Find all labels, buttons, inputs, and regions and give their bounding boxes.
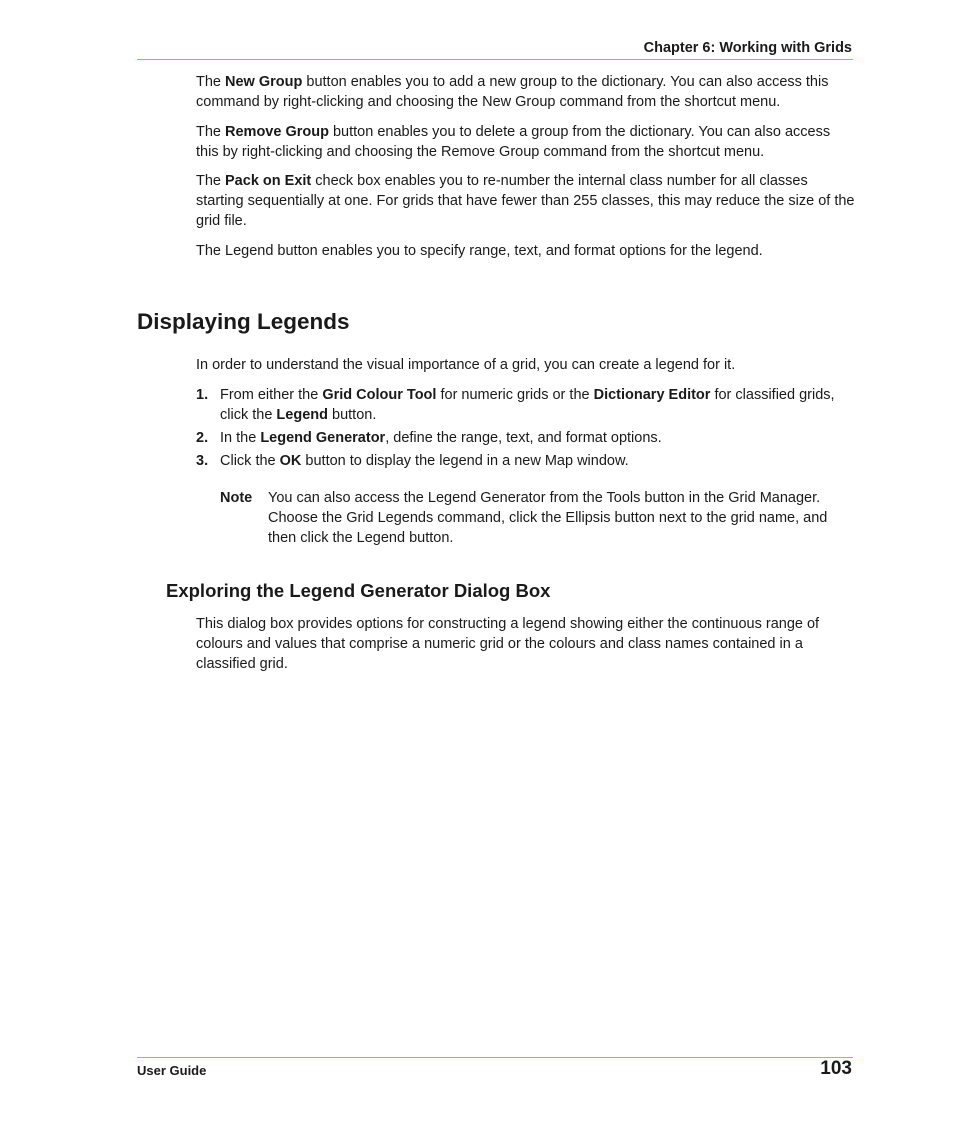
step-text: Click the OK button to display the legend in a new Map window.: [220, 453, 629, 469]
subsection-paragraph: This dialog box provides options for constructing a legend showing either the continuous range of colours and values that comprise a numeric grid or the colours and class names contained in a classified grid.: [196, 616, 820, 672]
section-intro: In order to understand the visual importance of a grid, you can create a legend for it.: [196, 357, 736, 373]
step-text: From either the Grid Colour Tool for numeric grids or the Dictionary Editor for classified grids, click the Legend button.: [220, 387, 835, 423]
running-header-chapter: Chapter 6: Working with Grids: [643, 40, 852, 56]
step-number: 3.: [196, 453, 209, 469]
header-rule: [137, 59, 853, 60]
subsection-heading: Exploring the Legend Generator Dialog Box: [166, 580, 551, 601]
page-number: 103: [820, 1058, 852, 1079]
paragraph-pack-on-exit: The Pack on Exit check box enables you to re-number the internal class number for all classes starting sequentially at one. For grids that have fewer than 255 classes, this may reduce the size of the grid file.: [196, 173, 855, 229]
paragraph-legend-button: The Legend button enables you to specify range, text, and format options for the legend.: [196, 243, 763, 259]
section-heading: Displaying Legends: [137, 309, 350, 334]
step-number: 1.: [196, 387, 209, 403]
step-text: In the Legend Generator, define the range, text, and format options.: [220, 430, 662, 446]
footer-title: User Guide: [137, 1063, 207, 1078]
paragraph-remove-group: The Remove Group button enables you to delete a group from the dictionary. You can also access this by right-clicking and choosing the Remove Group command from the shortcut menu.: [196, 124, 831, 160]
note-label: Note: [220, 490, 253, 506]
step-number: 2.: [196, 430, 209, 446]
note-text: You can also access the Legend Generator from the Tools button in the Grid Manager. Choose the Grid Legends command, click the Ellipsis button next to the grid name, and then click the Legend button.: [268, 490, 828, 546]
paragraph-new-group: The New Group button enables you to add a new group to the dictionary. You can also access this command by right-clicking and choosing the New Group command from the shortcut menu.: [196, 74, 829, 110]
footer-rule: [137, 1057, 853, 1058]
